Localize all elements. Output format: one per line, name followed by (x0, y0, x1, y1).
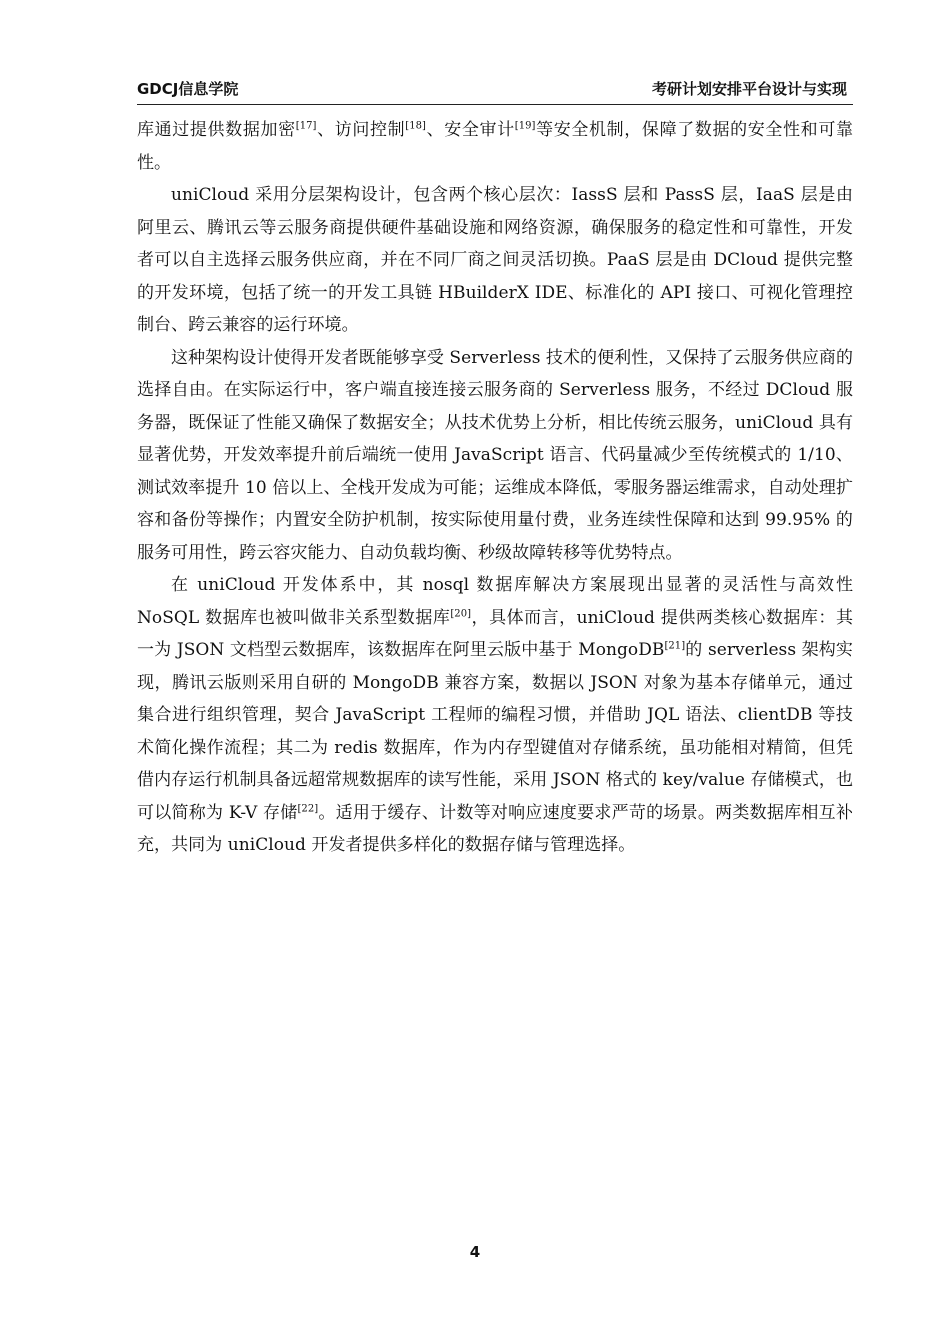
body-text (137, 114, 853, 862)
paragraph-3: 这种架构设计使得开发者既能够享受 Serverless 技术的便利性，又保持了云服务供应商的选择自由。在实际运行中，客户端直接连接云服务商的 Serverless 服务，不经过 DCloud 服务器，既保证了性能又确保了数据安全；从技术优势上分析，相比传统云服务，uniCloud 具有显著优势，开发效率提升前后端统一使用 JavaScript 语言、代码量减少至传统模式的 1/10、测试效率提升 10 倍以上、全栈开发成为可能；运维成本降低，零服务器运维需求，自动处理扩容和备份等操作；内置安全防护机制，按实际使用量付费，业务连续性保障和达到 99.95% 的服务可用性，跨云容灾能力、自动负载均衡、秒级故障转移等优势特点。 (137, 347, 853, 563)
page-header (137, 70, 853, 105)
paragraph-1-text-2: 、访问控制 (316, 120, 406, 140)
paragraph-4-text-3: 的 serverless 架构实现，腾讯云版则采用自研的 MongoDB 兼容方案，数据以 JSON 对象为基本存储单元，通过集合进行组织管理，契合 JavaScript 工程师的编程习惯，并借助 JQL 语法、clientDB 等技术简化操作流程；其二为 redis 数据库，作为内存型键值对存储系统，虽功能相对精简，但凭借内存运行机制具备远超常规数据库的读写性能，采用 JSON 格式的 key/value 存储模式，也可以简称为 K-V 存储 (137, 640, 853, 823)
paragraph-4-text-1: 在 uniCloud 开发体系中，其 nosql 数据库解决方案展现出显著的灵活性与高效性 NoSQL 数据库也被叫做非关系型数据库 (137, 575, 853, 628)
paragraph-1-text-4: 等安全机制，保障了数据的安全性和可靠性。 (137, 120, 854, 173)
paragraph-4 (137, 569, 853, 862)
citation-21: [21] (664, 640, 686, 652)
header-thesis-title: 考研计划安排平台设计与实现 (651, 80, 847, 98)
citation-17: [17] (295, 120, 317, 132)
paragraph-4-text-2: ，具体而言，uniCloud 提供两类核心数据库：其一为 JSON 文档型云数据库，该数据库在阿里云版中基于 MongoDB (137, 607, 853, 660)
header-institution: GDCJ信息学院 (137, 80, 239, 98)
citation-20: [20] (450, 607, 472, 619)
paragraph-2: uniCloud 采用分层架构设计，包含两个核心层次：IassS 层和 PassS 层，IaaS 层是由阿里云、腾讯云等云服务商提供硬件基础设施和网络资源，确保服务的稳定性和可靠性，开发者可以自主选择云服务供应商，并在不同厂商之间灵活切换。PaaS 层是由 DCloud 提供完整的开发环境，包括了统一的开发工具链 HBuilderX IDE、标准化的 API 接口、可视化管理控制台、跨云兼容的运行环境。 (137, 185, 853, 335)
paragraph-1-text-3: 、安全审计 (426, 120, 515, 140)
paragraph-1 (137, 114, 853, 179)
paragraph-4-text-4: 。适用于缓存、计数等对响应速度要求严苛的场景。两类数据库相互补充，共同为 uniCloud 开发者提供多样化的数据存储与管理选择。 (137, 802, 853, 855)
citation-18: [18] (405, 120, 426, 132)
page-number: 4 (469, 1243, 481, 1261)
citation-22: [22] (297, 802, 319, 814)
paragraph-1-text-1: 库通过提供数据加密 (137, 120, 296, 140)
citation-19: [19] (514, 120, 536, 132)
